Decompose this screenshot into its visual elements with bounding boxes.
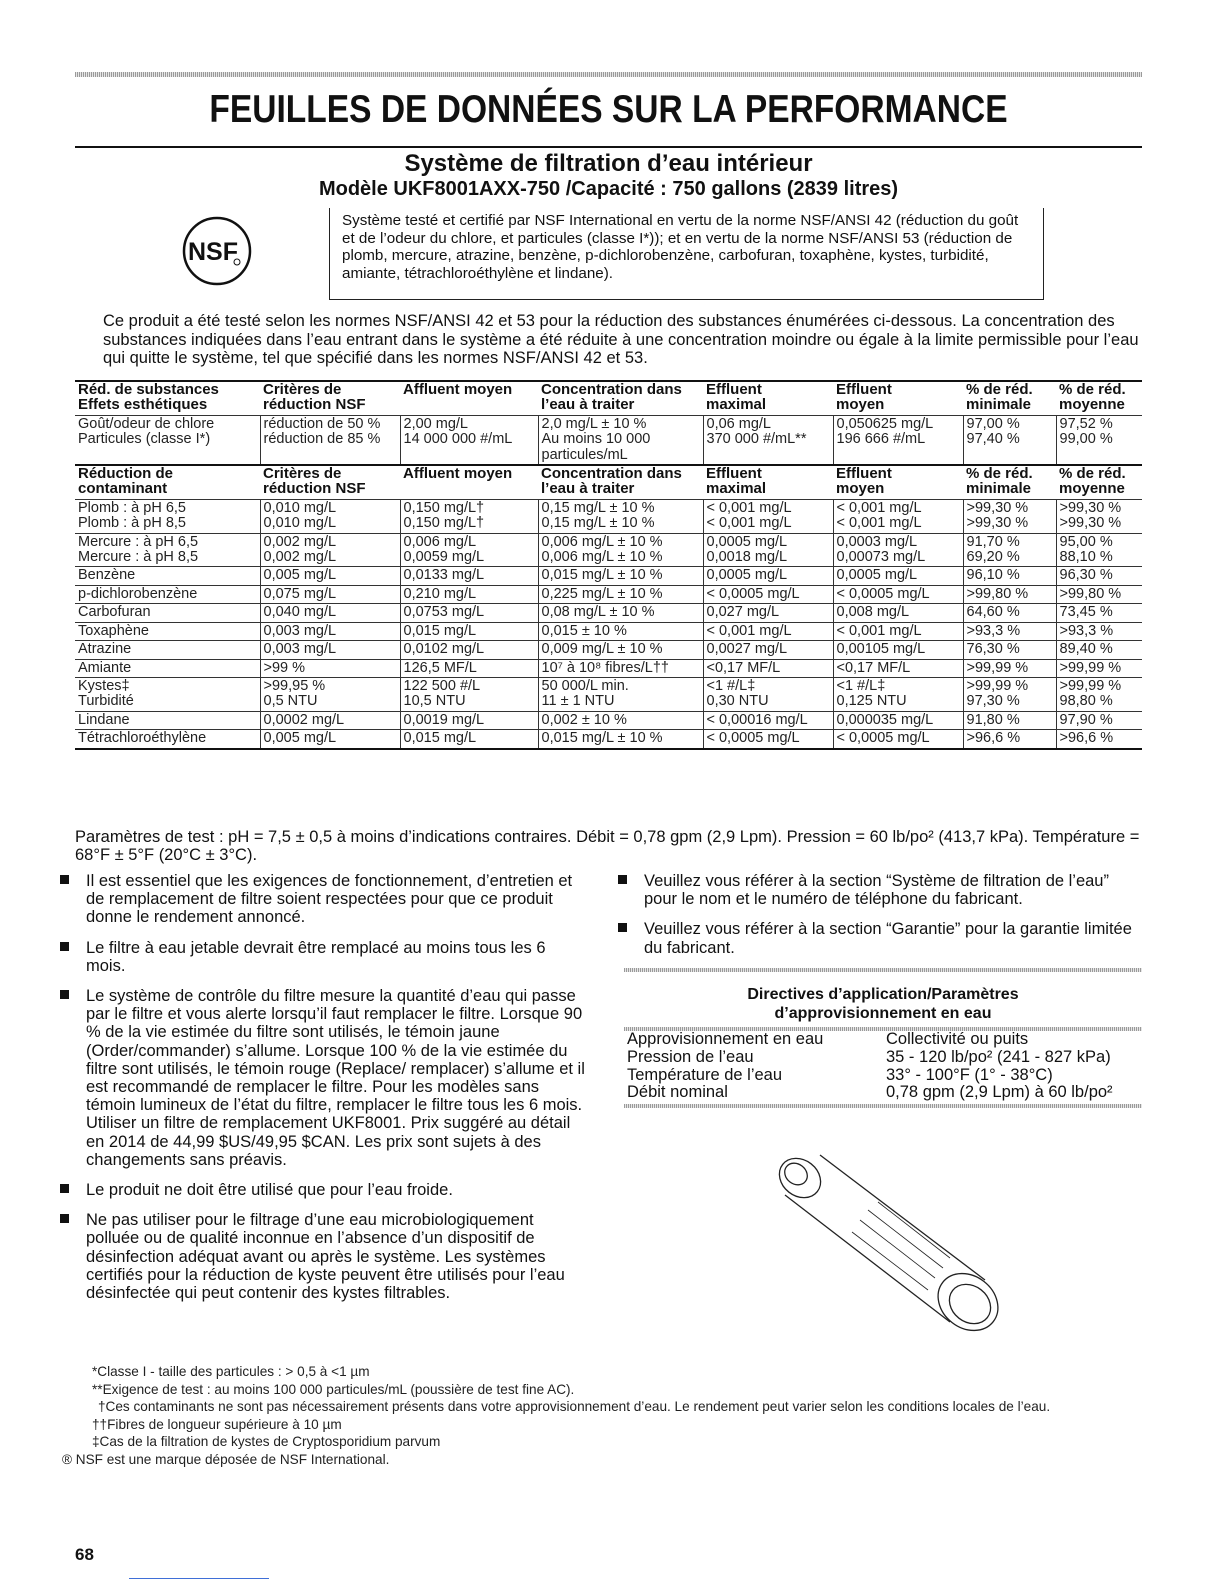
list-item: Veuillez vous référer à la section “Système de filtration de l’eau” pour le nom et le numéro de téléphone du fabricant. xyxy=(618,872,1143,908)
directives-bottom-band xyxy=(624,1104,1142,1108)
table-cell: % de réd. minimale xyxy=(963,381,1056,415)
table-cell: >99,99 % 98,80 % xyxy=(1056,677,1142,711)
table-cell: 0,0005 mg/L xyxy=(833,567,963,585)
table-cell: >99,30 % >99,30 % xyxy=(963,499,1056,533)
table-cell: 0,0753 mg/L xyxy=(400,604,538,622)
table-cell: Benzène xyxy=(75,567,260,585)
table-cell: Critères de réduction NSF xyxy=(260,381,400,415)
table-header-aesthetic xyxy=(75,381,1142,415)
directive-label: Approvisionnement en eau xyxy=(627,1030,824,1048)
table-cell: 0,015 mg/L ± 10 % xyxy=(538,567,703,585)
table-cell: 50 000/L min. 11 ± 1 NTU xyxy=(538,677,703,711)
certification-box: Système testé et certifié par NSF International en vertu de la norme NSF/ANSI 42 (réduction du goût et de l’odeur du chlore, et particules (classe I*)); et en vertu de la norme NSF/ANSI 53 (réduction de plomb, mercure, atrazine, benzène, p-dichlorobenzène, carbofuran, toxaphène, kystes, turbidité, amiante, tétrachloroéthylène et lindane). xyxy=(329,208,1044,300)
directive-row xyxy=(624,1031,1142,1049)
table-cell: 0,000035 mg/L xyxy=(833,711,963,729)
table-row xyxy=(75,677,1142,711)
table-cell: 0,005 mg/L xyxy=(260,567,400,585)
table-cell: 0,015 mg/L xyxy=(400,622,538,640)
table-cell: 0,003 mg/L xyxy=(260,622,400,640)
table-cell: 89,40 % xyxy=(1056,641,1142,659)
table-row xyxy=(75,533,1142,567)
filter-cartridge-illustration xyxy=(760,1140,1010,1340)
list-item: Le système de contrôle du filtre mesure la quantité d’eau qui passe par le filtre et vous alerte lorsqu’il faut remplacer le filtre. Lorsque 90 % de la vie estimée du filtre sont utilisés, le témoin jaune (Order/commander) s’allume. Lorsque 100 % de la vie estimée du filtre sont utilisés, le témoin rouge (Replace/ remplacer) s’allume et il est recommandé de remplacer le filtre. Pour les modèles sans témoin lumineux de l’état du filtre, remplacer le filtre tous les 6 mois. Utiliser un filtre de remplacement UKF8001. Prix suggéré au détail en 2014 de 44,99 $US/49,95 $CAN. Les prix sont sujets à des changements sans préavis. xyxy=(60,987,585,1169)
table-cell: 73,45 % xyxy=(1056,604,1142,622)
table-cell: Atrazine xyxy=(75,641,260,659)
table-cell: Réduction de contaminant xyxy=(75,465,260,499)
directives-rows xyxy=(624,1031,1142,1102)
table-cell: 0,002 ± 10 % xyxy=(538,711,703,729)
bullet-icon xyxy=(60,1184,69,1193)
table-cell: < 0,001 mg/L < 0,001 mg/L xyxy=(703,499,833,533)
table-cell: >93,3 % xyxy=(963,622,1056,640)
table-cell: < 0,001 mg/L < 0,001 mg/L xyxy=(833,499,963,533)
footnote: *Classe I - taille des particules : > 0,5 à <1 µm xyxy=(92,1364,370,1379)
table-cell: 0,0005 mg/L xyxy=(703,567,833,585)
table-cell: >96,6 % xyxy=(963,730,1056,749)
system-title: Système de filtration d’eau intérieur xyxy=(404,150,813,177)
table-cell: 126,5 MF/L xyxy=(400,659,538,677)
table-cell: >93,3 % xyxy=(1056,622,1142,640)
table-row xyxy=(75,641,1142,659)
table-cell: 0,015 mg/L xyxy=(400,730,538,749)
test-parameters: Paramètres de test : pH = 7,5 ± 0,5 à moins d’indications contraires. Débit = 0,78 gpm (2,9 Lpm). Pression = 60 lb/po² (413,7 kPa). Température = 68°F ± 5°F (20°C ± 3°C). xyxy=(75,828,1140,864)
table-cell: 0,015 ± 10 % xyxy=(538,622,703,640)
list-item: Il est essentiel que les exigences de fonctionnement, d’entretien et de remplacement de filtre soient respectées pour que ce produit donne le rendement annoncé. xyxy=(60,872,585,927)
table-cell: 0,002 mg/L 0,002 mg/L xyxy=(260,533,400,567)
table-cell: >99,99 % 97,30 % xyxy=(963,677,1056,711)
table-cell: réduction de 50 % réduction de 85 % xyxy=(260,415,400,465)
directive-value: 33° - 100°F (1° - 38°C) xyxy=(886,1065,1053,1084)
table-cell: 95,00 % 88,10 % xyxy=(1056,533,1142,567)
top-decorative-band xyxy=(75,72,1142,77)
table-cell: Concentration dans l’eau à traiter xyxy=(538,381,703,415)
footnote: †Ces contaminants ne sont pas nécessairement présents dans votre approvisionnement d’eau. Le rendement peut varier selon les conditions locales de l’eau. xyxy=(98,1399,1051,1414)
table-cell: >99,99 % xyxy=(1056,659,1142,677)
table-cell: Affluent moyen xyxy=(400,465,538,499)
table-cell: 0,008 mg/L xyxy=(833,604,963,622)
nsf-logo-text: NSF xyxy=(188,238,238,266)
table-cell: < 0,0005 mg/L xyxy=(833,585,963,603)
table-cell: < 0,0005 mg/L xyxy=(703,585,833,603)
table-cell: 0,006 mg/L 0,0059 mg/L xyxy=(400,533,538,567)
table-cell: 0,015 mg/L ± 10 % xyxy=(538,730,703,749)
table-cell: 97,90 % xyxy=(1056,711,1142,729)
table-cell: Effluent moyen xyxy=(833,465,963,499)
table-cell: 0,006 mg/L ± 10 % 0,006 mg/L ± 10 % xyxy=(538,533,703,567)
table-cell: < 0,001 mg/L xyxy=(833,622,963,640)
table-cell: % de réd. moyenne xyxy=(1056,465,1142,499)
bullet-icon xyxy=(618,923,627,932)
table-cell: Effluent maximal xyxy=(703,381,833,415)
list-item: Veuillez vous référer à la section “Garantie” pour la garantie limitée du fabricant. xyxy=(618,920,1143,956)
directive-label: Débit nominal xyxy=(627,1083,728,1102)
directive-row xyxy=(624,1084,1142,1102)
table-cell: >99,99 % xyxy=(963,659,1056,677)
table-cell: < 0,0005 mg/L xyxy=(833,730,963,749)
directives-top-band xyxy=(624,968,1142,972)
table-cell: >99,95 % 0,5 NTU xyxy=(260,677,400,711)
table-cell: 10⁷ à 10⁸ fibres/L†† xyxy=(538,659,703,677)
table-cell: 2,00 mg/L 14 000 000 #/mL xyxy=(400,415,538,465)
table-cell: >99,80 % xyxy=(1056,585,1142,603)
bottom-link-underline xyxy=(129,1578,269,1579)
directive-value: 0,78 gpm (2,9 Lpm) à 60 lb/po² xyxy=(886,1083,1113,1102)
table-cell: 96,10 % xyxy=(963,567,1056,585)
table-cell: Critères de réduction NSF xyxy=(260,465,400,499)
table-cell: 0,050625 mg/L 196 666 #/mL xyxy=(833,415,963,465)
performance-table xyxy=(75,380,1142,750)
table-row xyxy=(75,567,1142,585)
table-cell: % de réd. moyenne xyxy=(1056,381,1142,415)
table-cell: 0,00105 mg/L xyxy=(833,641,963,659)
bullet-icon xyxy=(60,875,69,884)
title-rule xyxy=(75,146,1142,148)
table-cell: Effluent maximal xyxy=(703,465,833,499)
table-cell: Tétrachloroéthylène xyxy=(75,730,260,749)
right-bullet-list xyxy=(618,872,1143,969)
table-header-contaminant xyxy=(75,465,1142,499)
table-cell: 0,040 mg/L xyxy=(260,604,400,622)
table-cell: Amiante xyxy=(75,659,260,677)
table-cell: Effluent moyen xyxy=(833,381,963,415)
table-cell: 96,30 % xyxy=(1056,567,1142,585)
table-cell: < 0,0005 mg/L xyxy=(703,730,833,749)
table-cell: 0,15 mg/L ± 10 % 0,15 mg/L ± 10 % xyxy=(538,499,703,533)
table-cell: Affluent moyen xyxy=(400,381,538,415)
directives-title-2: d’approvisionnement en eau xyxy=(774,1005,992,1022)
table-cell: 0,06 mg/L 370 000 #/mL** xyxy=(703,415,833,465)
table-row xyxy=(75,659,1142,677)
intro-paragraph: Ce produit a été testé selon les normes NSF/ANSI 42 et 53 pour la réduction des substances énumérées ci-dessous. La concentration des substances indiquées dans l’eau entrant dans le système a été réduite à une concentration moindre ou égale à la limite permissible pour l’eau qui quitte le système, tel que spécifié dans les normes NSF/ANSI 42 et 53. xyxy=(103,312,1139,368)
table-cell: Lindane xyxy=(75,711,260,729)
table-cell: 97,00 % 97,40 % xyxy=(963,415,1056,465)
nsf-logo-icon xyxy=(182,216,252,286)
bullet-icon xyxy=(60,1214,69,1223)
model-line: Modèle UKF8001AXX-750 /Capacité : 750 gallons (2839 litres) xyxy=(318,178,899,200)
table-cell: 91,70 % 69,20 % xyxy=(963,533,1056,567)
directives-box xyxy=(624,968,1142,1108)
table-row xyxy=(75,415,1142,465)
list-item: Le produit ne doit être utilisé que pour l’eau froide. xyxy=(60,1181,585,1199)
table-cell: 0,027 mg/L xyxy=(703,604,833,622)
directive-label: Pression de l’eau xyxy=(627,1047,754,1066)
table-row xyxy=(75,730,1142,749)
table-cell: 0,075 mg/L xyxy=(260,585,400,603)
table-cell: Concentration dans l’eau à traiter xyxy=(538,465,703,499)
table-cell: <0,17 MF/L xyxy=(833,659,963,677)
directive-value: Collectivité ou puits xyxy=(886,1030,1029,1048)
table-cell: 0,0002 mg/L xyxy=(260,711,400,729)
table-cell: Carbofuran xyxy=(75,604,260,622)
table-cell: >99 % xyxy=(260,659,400,677)
bullet-icon xyxy=(618,875,627,884)
table-cell: 97,52 % 99,00 % xyxy=(1056,415,1142,465)
table-cell: 0,225 mg/L ± 10 % xyxy=(538,585,703,603)
table-cell: % de réd. minimale xyxy=(963,465,1056,499)
table-cell: >96,6 % xyxy=(1056,730,1142,749)
page-number: 68 xyxy=(75,1545,94,1564)
table-cell: 76,30 % xyxy=(963,641,1056,659)
footnote: ††Fibres de longueur supérieure à 10 µm xyxy=(92,1416,342,1432)
table-cell: 0,0019 mg/L xyxy=(400,711,538,729)
table-cell: <1 #/L‡ 0,30 NTU xyxy=(703,677,833,711)
table-cell: 0,0027 mg/L xyxy=(703,641,833,659)
table-cell: 0,08 mg/L ± 10 % xyxy=(538,604,703,622)
footnotes xyxy=(62,1363,1172,1468)
table-cell: Kystes‡ Turbidité xyxy=(75,677,260,711)
directive-value: 35 - 120 lb/po² (241 - 827 kPa) xyxy=(886,1047,1111,1066)
directive-label: Température de l’eau xyxy=(627,1065,783,1084)
table-cell: 0,003 mg/L xyxy=(260,641,400,659)
table-cell: 2,0 mg/L ± 10 % Au moins 10 000 particules/mL xyxy=(538,415,703,465)
table-cell: Réd. de substances Effets esthétiques xyxy=(75,381,260,415)
table-cell: Plomb : à pH 6,5 Plomb : à pH 8,5 xyxy=(75,499,260,533)
table-cell: < 0,00016 mg/L xyxy=(703,711,833,729)
table-cell: Mercure : à pH 6,5 Mercure : à pH 8,5 xyxy=(75,533,260,567)
table-row xyxy=(75,604,1142,622)
footnote: **Exigence de test : au moins 100 000 particules/mL (poussière de test fine AC). xyxy=(92,1381,575,1397)
directive-row xyxy=(624,1049,1142,1067)
page-title: FEUILLES DE DONNÉES SUR LA PERFORMANCE xyxy=(209,88,1008,131)
table-cell: Goût/odeur de chlore Particules (classe I*) xyxy=(75,415,260,465)
list-item: Ne pas utiliser pour le filtrage d’une eau microbiologiquement polluée ou de qualité inconnue en l’absence d’un dispositif de désinfection adéquat avant ou après le système. Les systèmes certifiés pour la réduction de kyste peuvent être utilisés pour l’eau désinfectée qui peut contenir des kystes filtrables. xyxy=(60,1211,585,1302)
table-cell: Toxaphène xyxy=(75,622,260,640)
directives-title-1: Directives d’application/Paramètres xyxy=(747,986,1019,1003)
table-cell: 0,0133 mg/L xyxy=(400,567,538,585)
table-row xyxy=(75,585,1142,603)
table-cell: <0,17 MF/L xyxy=(703,659,833,677)
table-cell: 0,0003 mg/L 0,00073 mg/L xyxy=(833,533,963,567)
footnote: ® NSF est une marque déposée de NSF International. xyxy=(62,1451,390,1467)
table-cell: 0,150 mg/L† 0,150 mg/L† xyxy=(400,499,538,533)
table-row xyxy=(75,499,1142,533)
table-cell: 122 500 #/L 10,5 NTU xyxy=(400,677,538,711)
table-cell: 64,60 % xyxy=(963,604,1056,622)
table-cell: 0,0005 mg/L 0,0018 mg/L xyxy=(703,533,833,567)
footnote: ‡Cas de la filtration de kystes de Cryptosporidium parvum xyxy=(92,1434,441,1449)
table-cell: 0,009 mg/L ± 10 % xyxy=(538,641,703,659)
bullet-icon xyxy=(60,990,69,999)
table-cell: 0,0102 mg/L xyxy=(400,641,538,659)
directive-row xyxy=(624,1067,1142,1085)
left-bullet-list xyxy=(60,872,585,1314)
table-cell: >99,80 % xyxy=(963,585,1056,603)
table-cell: p-dichlorobenzène xyxy=(75,585,260,603)
table-cell: < 0,001 mg/L xyxy=(703,622,833,640)
table-cell: 0,010 mg/L 0,010 mg/L xyxy=(260,499,400,533)
table-cell: <1 #/L‡ 0,125 NTU xyxy=(833,677,963,711)
table-cell: 0,005 mg/L xyxy=(260,730,400,749)
list-item: Le filtre à eau jetable devrait être remplacé au moins tous les 6 mois. xyxy=(60,939,585,975)
table-cell: 91,80 % xyxy=(963,711,1056,729)
table-row xyxy=(75,622,1142,640)
table-cell: >99,30 % >99,30 % xyxy=(1056,499,1142,533)
bullet-icon xyxy=(60,942,69,951)
table-cell: 0,210 mg/L xyxy=(400,585,538,603)
table-row xyxy=(75,711,1142,729)
